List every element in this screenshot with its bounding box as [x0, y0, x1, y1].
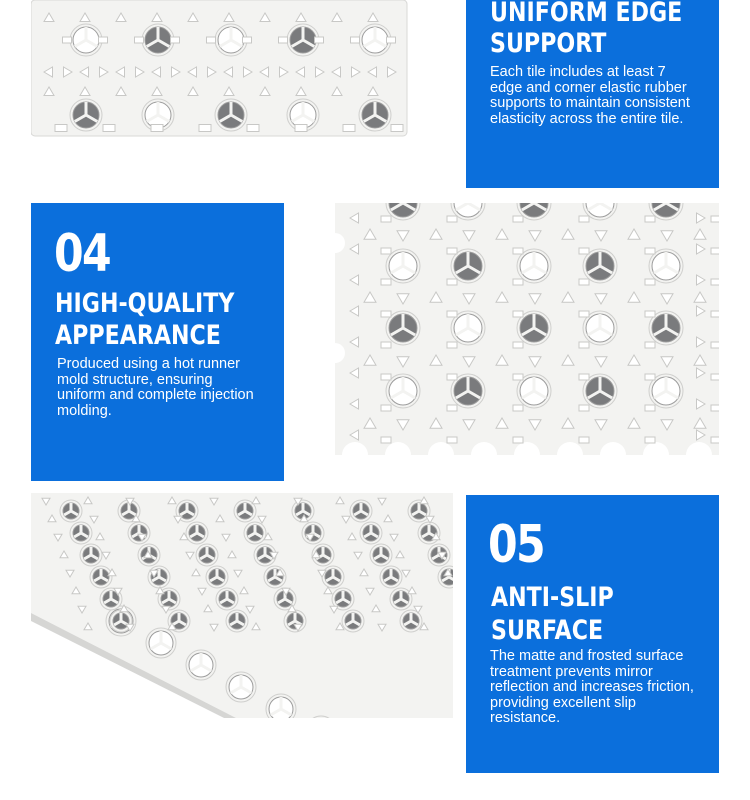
floor-tile-icon: [335, 203, 719, 461]
tile-edge-photo: [31, 0, 409, 140]
feature-panel-anti-slip: [466, 495, 719, 773]
feature-number: 05: [488, 515, 545, 575]
feature-title-line1: HIGH-QUALITY: [55, 288, 235, 319]
feature-title-line2: SURFACE: [491, 615, 604, 646]
feature-number: 04: [54, 224, 111, 284]
feature-panel-edge-support: [466, 0, 719, 188]
tile-top-photo: [335, 203, 719, 461]
floor-tile-icon: [31, 0, 409, 140]
feature-description: Produced using a hot runner mold structure, ensuring uniform and complete injection molding.: [57, 356, 254, 419]
feature-panel-appearance: [31, 203, 284, 481]
floor-tile-icon: [31, 493, 453, 718]
feature-title-line1: ANTI-SLIP: [491, 582, 614, 613]
feature-title-line1: UNIFORM EDGE: [490, 0, 683, 28]
feature-title-line2: SUPPORT: [490, 28, 607, 59]
feature-description: The matte and frosted surface treatment prevents mirror reflection and increases friction, providing excellent slip resistance.: [490, 648, 694, 726]
tile-angle-photo: [31, 493, 453, 718]
feature-description: Each tile includes at least 7 edge and corner elastic rubber supports to maintain consistent elasticity across the entire tile.: [490, 64, 690, 127]
feature-title-line2: APPEARANCE: [55, 320, 221, 351]
